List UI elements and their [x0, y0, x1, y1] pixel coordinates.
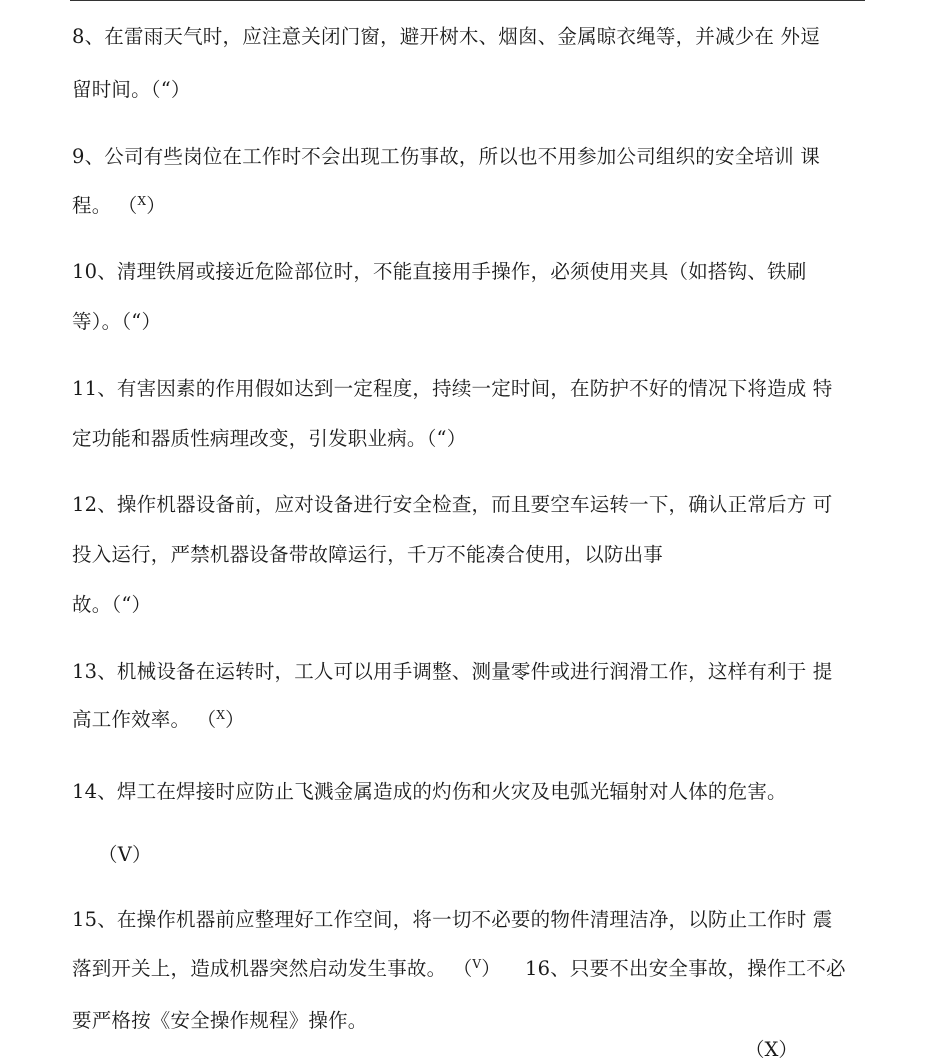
q13-answer-mark: X	[216, 708, 226, 722]
q12-line-3: 故。（“）	[72, 593, 152, 616]
q13-line-2-close: ）	[225, 708, 245, 731]
q15-line-2-close: ）	[481, 957, 501, 980]
q14-answer: （V）	[98, 843, 152, 866]
q8-line-1: 8、在雷雨天气时，应注意关闭门窗，避开树木、烟囱、金属晾衣绳等，并减少在 外逗	[72, 25, 820, 48]
q12-line-1: 12、操作机器设备前，应对设备进行安全检查，而且要空车运转一下，确认正常后方 可	[72, 493, 833, 516]
q15-line-2-text: 落到开关上，造成机器突然启动发生事故。 （	[72, 957, 473, 980]
q14-line-1: 14、焊工在焊接时应防止飞溅金属造成的灼伤和火灾及电弧光辐射对人体的危害。	[72, 780, 787, 803]
q16-line-2: 要严格按《安全操作规程》操作。	[72, 1009, 368, 1032]
top-rule	[70, 0, 865, 1]
q13-line-2	[72, 708, 245, 734]
q12-line-2: 投入运行，严禁机器设备带故障运行，千万不能凑合使用，以防出事	[72, 543, 664, 566]
q15-line-1: 15、在操作机器前应整理好工作空间，将一切不必要的物件清理洁净，以防止工作时 震	[72, 908, 833, 931]
q16-answer: （X）	[745, 1038, 798, 1061]
q16-line-1: 16、只要不出安全事故，操作工不必	[524, 957, 846, 980]
q11-line-1: 11、有害因素的作用假如达到一定程度，持续一定时间，在防护不好的情况下将造成 特	[72, 377, 833, 400]
q9-answer-mark: X	[137, 194, 147, 208]
q10-line-1: 10、清理铁屑或接近危险部位时，不能直接用手操作，必须使用夹具（如搭钩、铁刷	[72, 260, 807, 283]
q9-line-2-close: ）	[146, 194, 166, 217]
q13-line-1: 13、机械设备在运转时，工人可以用手调整、测量零件或进行润滑工作，这样有利于 提	[72, 660, 833, 683]
q13-line-2-text: 高工作效率。 （	[72, 708, 217, 731]
q9-line-1: 9、公司有些岗位在工作时不会出现工伤事故，所以也不用参加公司组织的安全培训 课	[72, 145, 820, 168]
q8-line-2: 留时间。（“）	[72, 78, 191, 101]
q10-line-2: 等）。（“）	[72, 310, 162, 333]
q15-answer-mark: V	[472, 957, 482, 971]
q11-line-2: 定功能和器质性病理改变，引发职业病。（“）	[72, 427, 467, 450]
q15-line-2	[72, 957, 846, 983]
q9-line-2-text: 程。 （	[72, 194, 138, 217]
q9-line-2	[72, 194, 166, 220]
